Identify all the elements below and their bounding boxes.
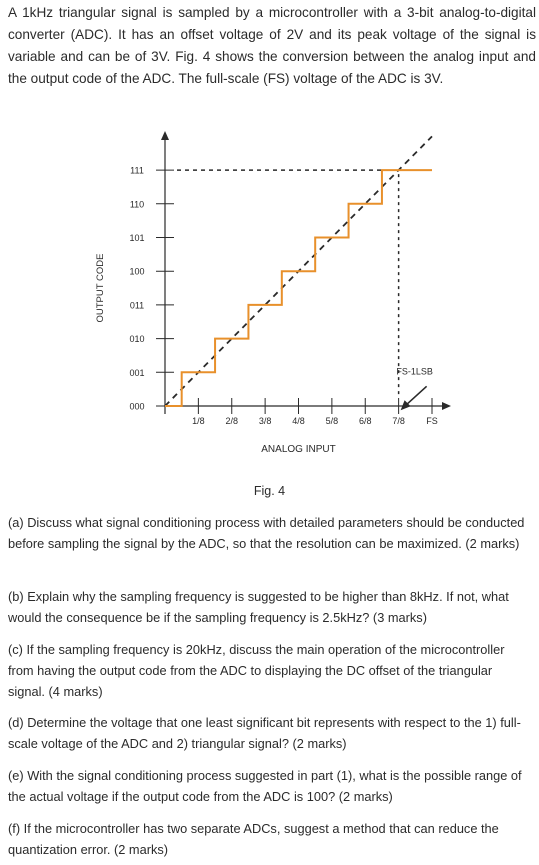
question-f: (f) If the microcontroller has two separate ADCs, suggest a method that can reduce the quantization error. (2 marks) — [8, 821, 499, 857]
y-axis-label: OUTPUT CODE — [95, 253, 106, 323]
annotation-arrow-shaft — [405, 386, 427, 406]
y-tick-label: 000 — [129, 401, 145, 412]
y-tick-label: 111 — [130, 165, 144, 176]
x-axis-label: ANALOG INPUT — [261, 444, 336, 455]
question-d: (d) Determine the voltage that one least significant bit represents with respect to the 1) full-scale voltage of the ADC and 2) triangular signal? (2 marks) — [8, 715, 521, 751]
y-tick-label: 011 — [129, 300, 145, 311]
y-tick-label: 010 — [129, 334, 145, 345]
y-tick-label: 101 — [129, 233, 145, 243]
question-a: (a) Discuss what signal conditioning process with detailed parameters should be conducted before sampling the signal by the ADC, so that the resolution can be maximized. (2 marks) — [8, 515, 525, 551]
y-tick-label: 100 — [129, 266, 145, 277]
question-c: (c) If the sampling frequency is 20kHz, discuss the main operation of the microcontroller from having the output code from the ADC to displaying the DC offset of the triangular signal. (4 marks) — [8, 642, 505, 699]
question-b: (b) Explain why the sampling frequency is suggested to be higher than 8kHz. If not, what would the consequence be if the sampling frequency is 2.5kHz? (3 marks) — [8, 589, 509, 625]
x-tick-label: 5/8 — [325, 416, 339, 426]
staircase-transfer-line — [165, 170, 432, 406]
y-tick-label: 110 — [129, 199, 145, 210]
x-tick-label: 1/8 — [192, 416, 205, 426]
y-tick-label: 001 — [129, 367, 145, 378]
question-e: (e) With the signal conditioning process suggested in part (1), what is the possible range of the actual voltage if the output code from the ADC is 100? (2 marks) — [8, 768, 522, 804]
x-tick-label: FS — [426, 416, 438, 426]
intro-paragraph: A 1kHz triangular signal is sampled by a microcontroller with a 3-bit analog-to-digital converter (ADC). It has an offset voltage of 2V and its peak voltage of the signal is variable and can be of 3V. Fig. 4 shows the conversion between the analog input and the output code of the ADC. The full-scale (FS) voltage of the ADC is 3V. — [8, 5, 536, 86]
x-tick-label: 2/8 — [225, 416, 239, 426]
y-axis-arrow — [161, 131, 169, 140]
adc-transfer-chart — [0, 128, 539, 468]
x-tick-label: 6/8 — [358, 416, 372, 426]
x-tick-label: 4/8 — [292, 416, 305, 426]
x-axis-arrow — [442, 402, 451, 410]
figure-4 — [0, 128, 539, 468]
x-tick-label: 3/8 — [258, 416, 272, 426]
figure-caption: Fig. 4 — [253, 484, 286, 498]
fs-1lsb-annotation: FS-1LSB — [396, 366, 433, 377]
x-tick-label: 7/8 — [392, 416, 405, 426]
